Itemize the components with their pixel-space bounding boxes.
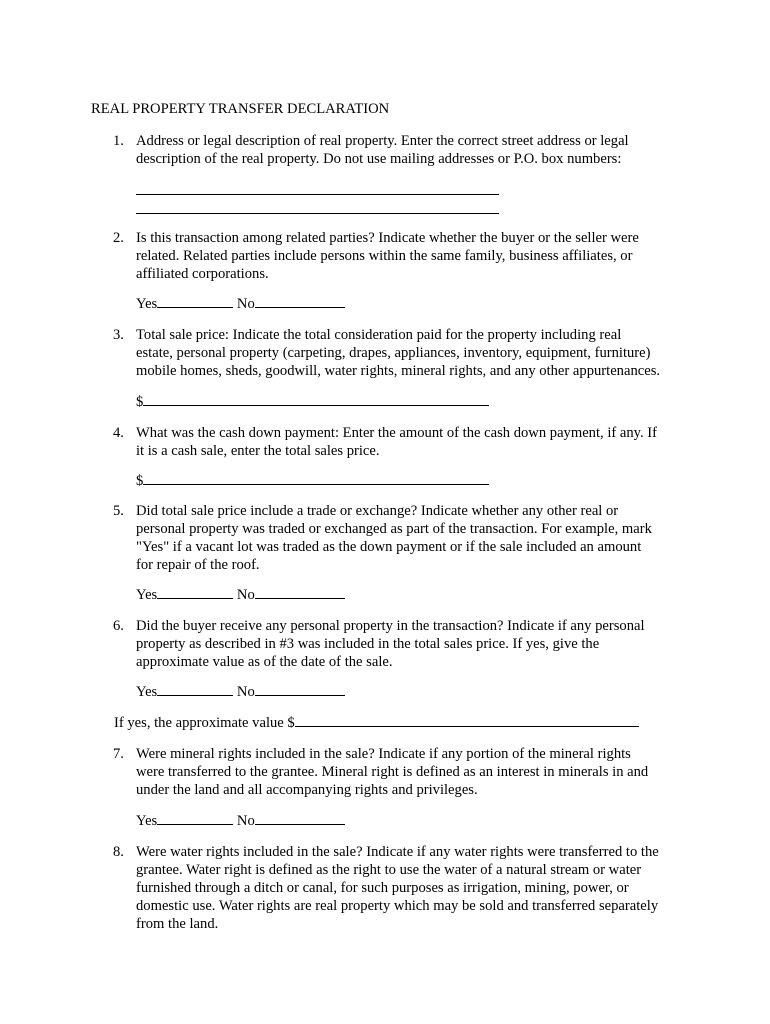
question-number: 4. [113, 425, 124, 441]
yes-blank[interactable] [157, 812, 233, 825]
no-blank[interactable] [255, 812, 345, 825]
question-text: What was the cash down payment: Enter the amount of the cash down payment, if any. If it is a cash sale, enter the total sales price. [136, 425, 658, 459]
total-sale-price-blank[interactable] [143, 393, 489, 406]
no-blank[interactable] [255, 683, 345, 696]
question-number: 2. [113, 230, 124, 246]
personal-property-yes-no [136, 683, 345, 701]
no-blank[interactable] [255, 586, 345, 599]
yes-blank[interactable] [157, 586, 233, 599]
address-line-1[interactable] [136, 194, 499, 195]
question-number: 5. [113, 503, 124, 519]
total-sale-price-field [136, 393, 489, 411]
question-text: Did total sale price include a trade or exchange? Indicate whether any other real or personal property was traded or exchanged as part of the transaction. For example, mark "Yes" if a vacant lot was traded as the down payment or if the sale included an amount for repair of the roof. [136, 503, 652, 573]
yes-label: Yes [136, 684, 158, 700]
cash-down-payment-blank[interactable] [143, 472, 489, 485]
approximate-value-field [114, 714, 639, 732]
question-number: 7. [113, 746, 124, 762]
yes-blank[interactable] [157, 683, 233, 696]
question-number: 6. [113, 618, 124, 634]
question-text: Were mineral rights included in the sale? Indicate if any portion of the mineral rights were transferred to the grantee. Mineral right is defined as an interest in minerals in and under the land and all accompanying rights and privileges. [136, 746, 649, 798]
question-number: 3. [113, 327, 124, 343]
yes-label: Yes [136, 587, 158, 603]
dollar-sign: $ [136, 473, 144, 489]
question-number: 1. [113, 133, 124, 149]
no-label: No [236, 587, 255, 603]
yes-label: Yes [136, 296, 158, 312]
no-label: No [236, 813, 255, 829]
question-text: Total sale price: Indicate the total consideration paid for the property including real estate, personal property (carpeting, drapes, appliances, inventory, equipment, furniture) mobile homes, sheds, goodwill, water rights, mineral rights, and any other appurtenances. [136, 327, 661, 379]
yes-blank[interactable] [157, 295, 233, 308]
related-parties-yes-no [136, 295, 345, 313]
question-text: Is this transaction among related parties? Indicate whether the buyer or the seller were related. Related parties include persons within the same family, business affiliates, or affiliated corporations. [136, 230, 639, 282]
dollar-sign: $ [136, 394, 144, 410]
question-text: Did the buyer receive any personal property in the transaction? Indicate if any personal property as described in #3 was included in the total sales price. If yes, give the approximate value as of the date of the sale. [136, 618, 645, 670]
question-text: Were water rights included in the sale? Indicate if any water rights were transferred to the grantee. Water right is defined as the right to use the water of a natural stream or water furnished through a ditch or canal, for such purposes as irrigation, mining, power, or domestic use. Water rights are real property which may be sold and transferred separately from the land. [136, 844, 659, 932]
question-number: 8. [113, 844, 124, 860]
no-blank[interactable] [255, 295, 345, 308]
no-label: No [236, 684, 255, 700]
address-line-2[interactable] [136, 213, 499, 214]
no-label: No [236, 296, 255, 312]
yes-label: Yes [136, 813, 158, 829]
approximate-value-label: If yes, the approximate value $ [114, 715, 295, 731]
mineral-rights-yes-no [136, 812, 345, 830]
question-text: Address or legal description of real property. Enter the correct street address or legal description of the real property. Do not use mailing addresses or P.O. box numbers: [136, 133, 629, 167]
trade-exchange-yes-no [136, 586, 345, 604]
cash-down-payment-field [136, 472, 489, 490]
approximate-value-blank[interactable] [295, 714, 639, 727]
page-title: REAL PROPERTY TRANSFER DECLARATION [91, 101, 390, 117]
